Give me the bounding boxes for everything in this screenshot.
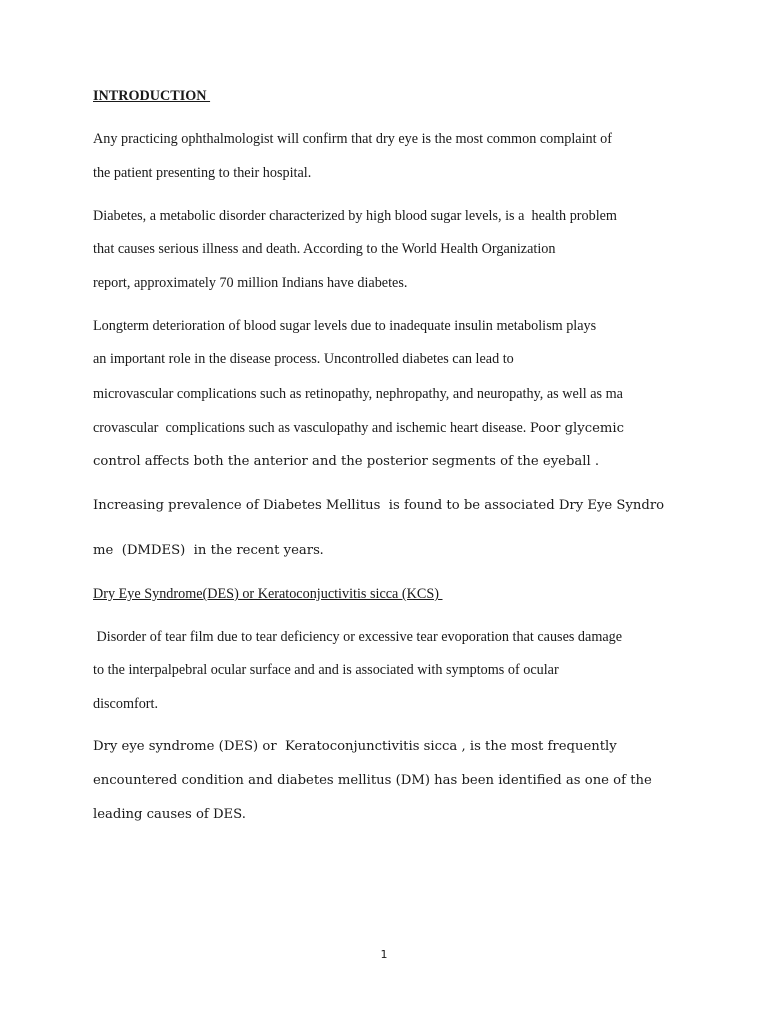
paragraph-5-line-3: discomfort. [93, 696, 159, 712]
paragraph-3-line-4 [93, 419, 624, 438]
paragraph-3-line-1: Longterm deterioration of blood sugar levels due to inadequate insulin metabolism plays [93, 318, 597, 334]
page-number: 1 [380, 948, 388, 961]
paragraph-3-line-5: control affects both the anterior and the posterior segments of the eyeball . [93, 454, 600, 469]
paragraph-1-line-2: the patient presenting to their hospital. [93, 165, 312, 181]
paragraph-4-line-1: Increasing prevalence of Diabetes Mellitus is found to be associated Dry Eye Syndro [93, 498, 665, 513]
paragraph-2-line-3: report, approximately 70 million Indians have diabetes. [93, 275, 408, 291]
paragraph-2-line-1: Diabetes, a metabolic disorder characterized by high blood sugar levels, is a health problem [93, 208, 617, 224]
paragraph-2-line-2: that causes serious illness and death. According to the World Health Organization [93, 241, 556, 257]
paragraph-4-line-2-part-a: me (DMDES) in the recent years [93, 543, 320, 558]
paragraph-4-line-2 [93, 541, 323, 560]
paragraph-5-line-2: to the interpalpebral ocular surface and and is associated with symptoms of ocular [93, 662, 559, 678]
paragraph-3-line-4-part-b: Poor glycemic [529, 421, 625, 436]
paragraph-3-line-2: an important role in the disease process. Uncontrolled diabetes can lead to [93, 351, 514, 367]
paragraph-1-line-1: Any practicing ophthalmologist will confirm that dry eye is the most common complaint of [93, 131, 612, 147]
paragraph-3-line-4-part-a: crovascular complications such as vasculopathy and ischemic heart disease. [93, 420, 530, 436]
paragraph-6-line-2: encountered condition and diabetes mellitus (DM) has been identified as one of the [93, 773, 652, 788]
section-heading: INTRODUCTION [93, 88, 211, 104]
paragraph-4-line-2-part-b: . [319, 542, 324, 558]
paragraph-6-line-1: Dry eye syndrome (DES) or Keratoconjunctivitis sicca , is the most frequently [93, 739, 617, 754]
paragraph-5-line-1: Disorder of tear film due to tear deficiency or excessive tear evoporation that causes damage [93, 629, 623, 645]
paragraph-6-line-3: leading causes of DES. [93, 807, 246, 822]
subheading: Dry Eye Syndrome(DES) or Keratoconjuctivitis sicca (KCS) [93, 586, 443, 602]
paragraph-3-line-3: microvascular complications such as retinopathy, nephropathy, and neuropathy, as well as ma [93, 386, 623, 402]
